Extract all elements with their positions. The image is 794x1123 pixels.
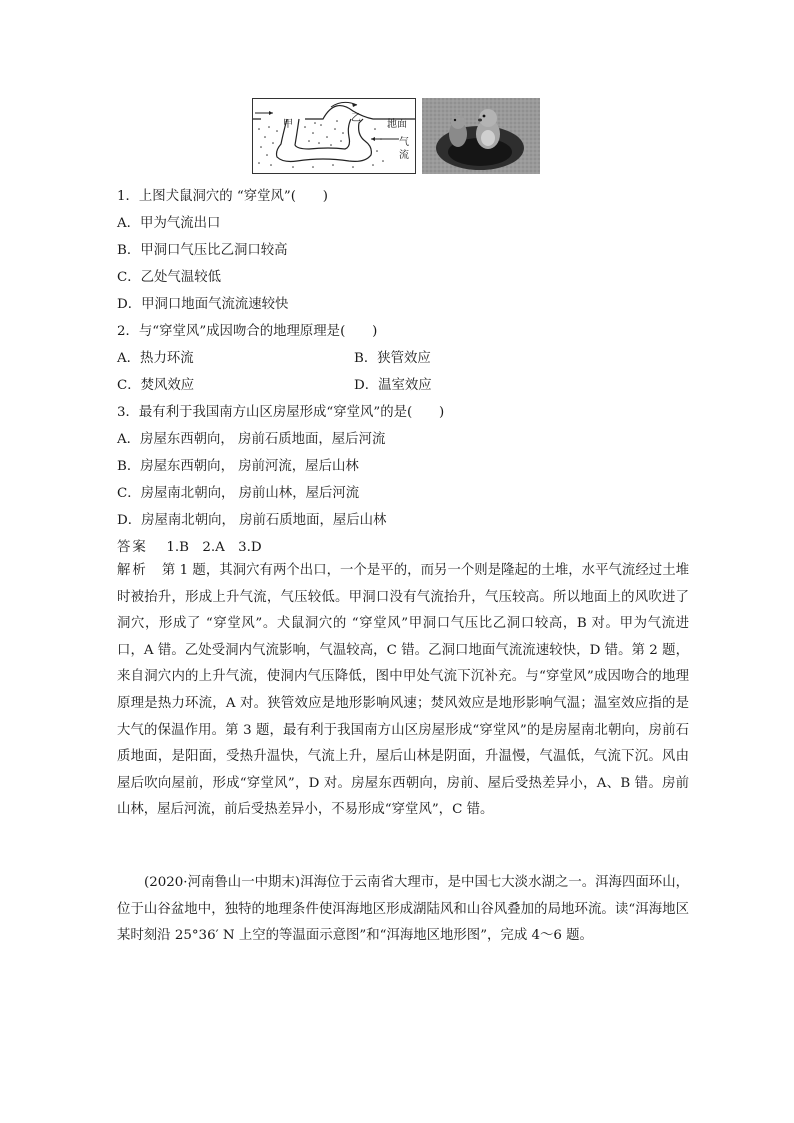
question-1-option-d: D．甲洞口地面气流流速较快 xyxy=(117,297,289,312)
answer-text: 1.B 2.A 3.D xyxy=(166,540,262,555)
question-2-option-c: C．焚风效应 xyxy=(117,378,195,393)
question-3-option-b: B．房屋东西朝向， 房前河流，屋后山林 xyxy=(117,459,359,474)
question-2-option-b: B．狭管效应 xyxy=(354,351,431,366)
label-airflow-1: 气 xyxy=(399,137,409,148)
label-ground: 地面 xyxy=(387,119,407,130)
prairie-dog-photo-svg xyxy=(422,98,540,174)
question-3-option-d: D．房屋南北朝向， 房前石质地面，屋后山林 xyxy=(117,513,387,528)
analysis-paragraph xyxy=(117,558,689,868)
figure-group xyxy=(252,98,542,174)
question-3-stem: 3．最有利于我国南方山区房屋形成“穿堂风”的是( ) xyxy=(117,405,445,420)
prairie-dog-photo xyxy=(422,98,540,174)
burrow-diagram xyxy=(252,98,416,174)
question-1-option-b: B．甲洞口气压比乙洞口较高 xyxy=(117,243,288,258)
analysis-text: 第 1 题，其洞穴有两个出口，一个是平的，而另一个则是隆起的土堆，水平气流经过土堆时被抬升，形成上升气流，气压较低。甲洞口没有气流抬升，气压较高。所以地面上的风吹进了洞穴，形成了 “穿堂风”。犬鼠洞穴的 “穿堂风”甲洞口气压比乙洞口较高，B 对。甲为气流进口，A 错。乙处受洞内气流影响，气温较高，C 错。乙洞口地面气流流速较快，D 错。第 2 题，来自洞穴内的上升气流，使洞内气压降低，图中甲处气流下沉补充。与“穿堂风”成因吻合的地理原理是热力环流，A 对。狭管效应是地形影响风速；焚风效应是地形影响气温；温室效应指的是大气的保温作用。第 3 题，最有利于我国南方山区房屋形成“穿堂风”的是房屋南北朝向，房前石质地面，是阳面，受热升温快，气流上升，屋后山林是阴面，升温慢，气温低，气流下沉。风由屋后吹向屋前，形成“穿堂风”，D 对。房屋东西朝向，房前、屋后受热差异小，A、B 错。房前山林，屋后河流，前后受热差异小，不易形成“穿堂风”，C 错。 xyxy=(117,563,689,818)
label-airflow-2: 流 xyxy=(399,150,409,161)
question-3-option-a: A．房屋东西朝向， 房前石质地面，屋后河流 xyxy=(117,432,386,447)
label-yi: 乙 xyxy=(351,113,361,124)
answer-label: 答案 xyxy=(117,540,148,555)
question-1-option-a: A．甲为气流出口 xyxy=(117,216,221,231)
label-jia: 甲 xyxy=(283,119,293,130)
question-1-option-c: C．乙处气温较低 xyxy=(117,270,221,285)
answer-line xyxy=(117,539,262,557)
question-2-option-a: A．热力环流 xyxy=(117,351,194,366)
intro-text: (2020·河南鲁山一中期末)洱海位于云南省大理市，是中国七大淡水湖之一。洱海四面环山，位于山谷盆地中，独特的地理条件使洱海地区形成湖陆风和山谷风叠加的局地环流。读“洱海地区某时刻沿 25°36′ N 上空的等温面示意图”和“洱海地区地形图”，完成 4～6 题。 xyxy=(117,875,689,944)
question-3-option-c: C．房屋南北朝向， 房前山林，屋后河流 xyxy=(117,486,360,501)
question-2-stem: 2．与“穿堂风”成因吻合的地理原理是( ) xyxy=(117,324,378,339)
question-2-option-d: D．温室效应 xyxy=(354,378,432,393)
analysis-label: 解析 xyxy=(117,563,148,578)
burrow-diagram-svg xyxy=(253,99,415,173)
intro-paragraph xyxy=(117,870,689,980)
question-1-stem: 1．上图犬鼠洞穴的 “穿堂风”( ) xyxy=(117,189,328,204)
